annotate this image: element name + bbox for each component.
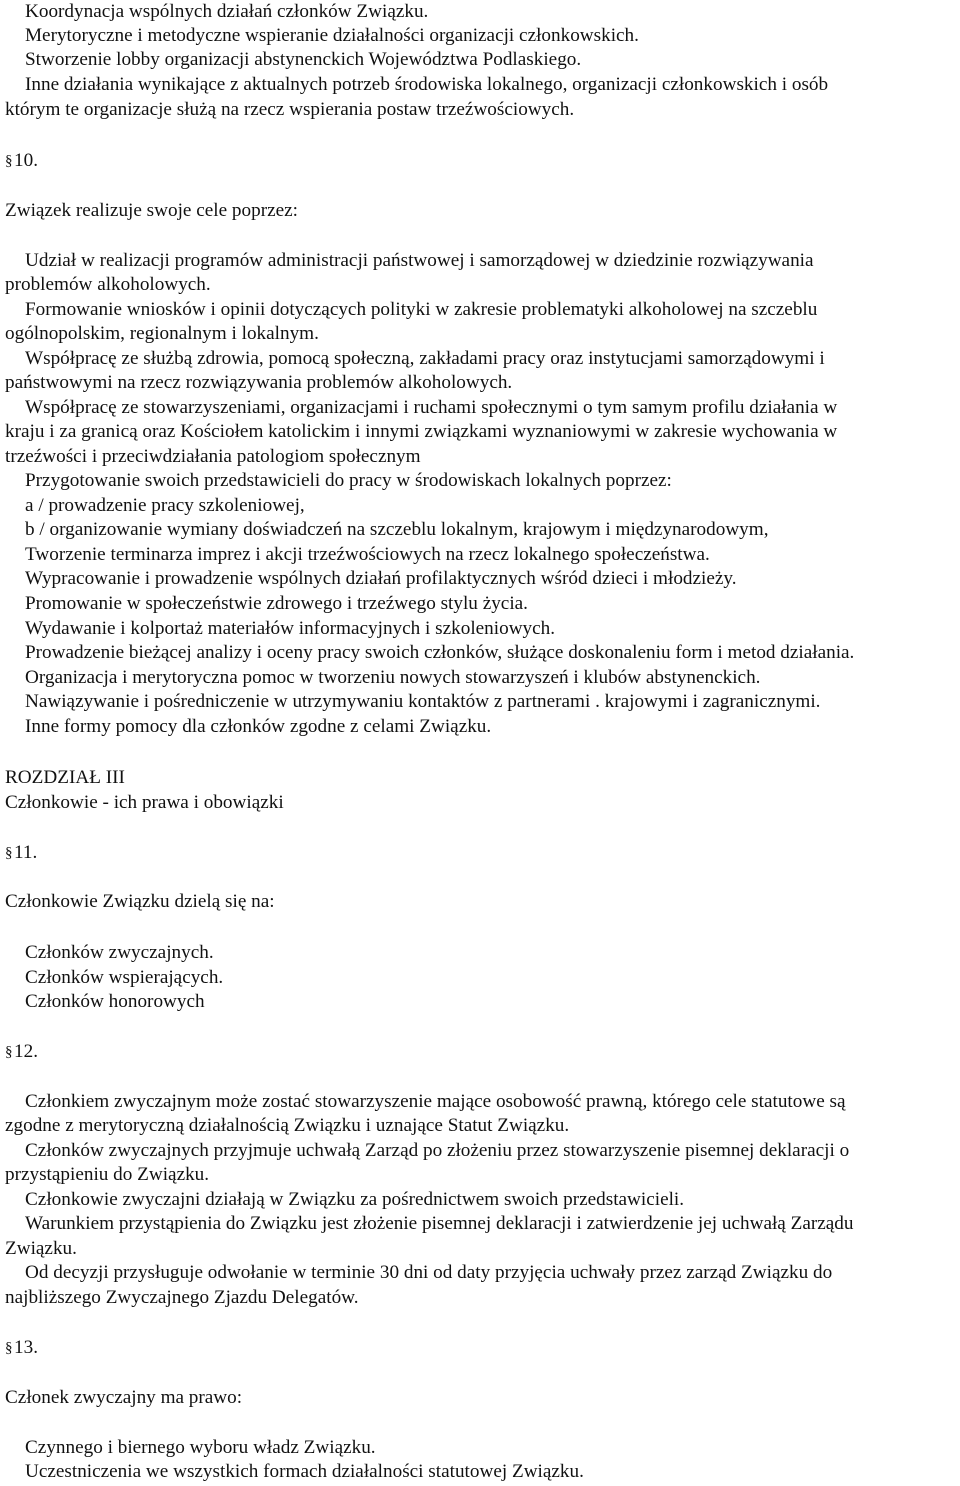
s10-line: Wypracowanie i prowadzenie wspólnych działań profilaktycznych wśród dzieci i młodzieży. bbox=[25, 568, 737, 589]
s11-item: Członków honorowych bbox=[25, 991, 205, 1012]
intro-line: Inne działania wynikające z aktualnych potrzeb środowiska lokalnego, organizacji członkowskich i osób bbox=[25, 74, 829, 95]
section-12-number: § 12. bbox=[14, 1040, 38, 1064]
s10-line: Inne formy pomocy dla członków zgodne z celami Związku. bbox=[25, 716, 492, 737]
chapter-subtitle: Członkowie - ich prawa i obowiązki bbox=[5, 792, 284, 813]
s10-line: problemów alkoholowych. bbox=[5, 274, 211, 295]
s12-line: Warunkiem przystąpienia do Związku jest złożenie pisemnej deklaracji i zatwierdzenie jej uchwałą Zarządu bbox=[25, 1213, 854, 1234]
s10-line: Organizacja i merytoryczna pomoc w tworzeniu nowych stowarzyszeń i klubów abstynenckich. bbox=[25, 667, 761, 688]
s12-line: Członków zwyczajnych przyjmuje uchwałą Zarząd po złożeniu przez stowarzyszenie pisemnej deklaracji o bbox=[25, 1140, 850, 1161]
section-10-heading: Związek realizuje swoje cele poprzez: bbox=[5, 200, 298, 221]
s12-line: Członkowie zwyczajni działają w Związku za pośrednictwem swoich przedstawicieli. bbox=[25, 1189, 685, 1210]
s10-line: ogólnopolskim, regionalnym i lokalnym. bbox=[5, 323, 319, 344]
intro-line: którym te organizacje służą na rzecz wspierania postaw trzeźwościowych. bbox=[5, 99, 575, 120]
s10-line: państwowymi na rzecz rozwiązywania problemów alkoholowych. bbox=[5, 372, 513, 393]
intro-line: Merytoryczne i metodyczne wspieranie działalności organizacji członkowskich. bbox=[25, 25, 639, 46]
s12-line: zgodne z merytoryczną działalnością Związku i uznające Statut Związku. bbox=[5, 1115, 570, 1136]
s12-line: Związku. bbox=[5, 1238, 77, 1259]
s12-line: przystąpieniu do Związku. bbox=[5, 1164, 210, 1185]
section-13-number: § 13. bbox=[14, 1336, 38, 1360]
s10-line: Nawiązywanie i pośredniczenie w utrzymywaniu kontaktów z partnerami . krajowymi i zagranicznymi. bbox=[25, 691, 821, 712]
s10-line: a / prowadzenie pracy szkoleniowej, bbox=[25, 495, 305, 516]
s13-item: Czynnego i biernego wyboru władz Związku. bbox=[25, 1437, 376, 1458]
section-11-number: § 11. bbox=[14, 841, 37, 865]
s10-line: trzeźwości i przeciwdziałania patologiom społecznym bbox=[5, 446, 421, 467]
section-13-heading: Członek zwyczajny ma prawo: bbox=[5, 1387, 243, 1408]
s10-line: Formowanie wniosków i opinii dotyczących polityki w zakresie problematyki alkoholowej na szczeblu bbox=[25, 299, 818, 320]
s10-line: Promowanie w społeczeństwie zdrowego i trzeźwego stylu życia. bbox=[25, 593, 528, 614]
s11-item: Członków wspierających. bbox=[25, 967, 224, 988]
s10-line: Prowadzenie bieżącej analizy i oceny pracy swoich członków, służące doskonaleniu form i metod działania. bbox=[25, 642, 855, 663]
s12-line: najbliższego Zwyczajnego Zjazdu Delegatów. bbox=[5, 1287, 359, 1308]
intro-line: Koordynacja wspólnych działań członków Związku. bbox=[25, 1, 429, 22]
s10-line: Współpracę ze służbą zdrowia, pomocą społeczną, zakładami pracy oraz instytucjami samorządowymi i bbox=[25, 348, 825, 369]
chapter-title: ROZDZIAŁ III bbox=[5, 767, 125, 788]
s10-line: Przygotowanie swoich przedstawicieli do pracy w środowiskach lokalnych poprzez: bbox=[25, 470, 672, 491]
s10-line: Współpracę ze stowarzyszeniami, organizacjami i ruchami społecznymi o tym samym profilu działania w bbox=[25, 397, 838, 418]
s13-item: Uczestniczenia we wszystkich formach działalności statutowej Związku. bbox=[25, 1461, 584, 1482]
section-10-number: § 10. bbox=[14, 149, 38, 173]
intro-line: Stworzenie lobby organizacji abstynenckich Województwa Podlaskiego. bbox=[25, 49, 582, 70]
s10-line: Udział w realizacji programów administracji państwowej i samorządowej w dziedzinie rozwiązywania bbox=[25, 250, 814, 271]
s10-line: Tworzenie terminarza imprez i akcji trzeźwościowych na rzecz lokalnego społeczeństwa. bbox=[25, 544, 710, 565]
s10-line: Wydawanie i kolportaż materiałów informacyjnych i szkoleniowych. bbox=[25, 618, 556, 639]
s12-line: Członkiem zwyczajnym może zostać stowarzyszenie mające osobowość prawną, którego cele statutowe są bbox=[25, 1091, 846, 1112]
s12-line: Od decyzji przysługuje odwołanie w terminie 30 dni od daty przyjęcia uchwały przez zarząd Związku do bbox=[25, 1262, 833, 1283]
section-11-heading: Członkowie Związku dzielą się na: bbox=[5, 891, 275, 912]
s10-line: kraju i za granicą oraz Kościołem katolickim i innymi związkami wyznaniowymi w zakresie wychowania w bbox=[5, 421, 838, 442]
s10-line: b / organizowanie wymiany doświadczeń na szczeblu lokalnym, krajowym i międzynarodowym, bbox=[25, 519, 769, 540]
s11-item: Członków zwyczajnych. bbox=[25, 942, 214, 963]
